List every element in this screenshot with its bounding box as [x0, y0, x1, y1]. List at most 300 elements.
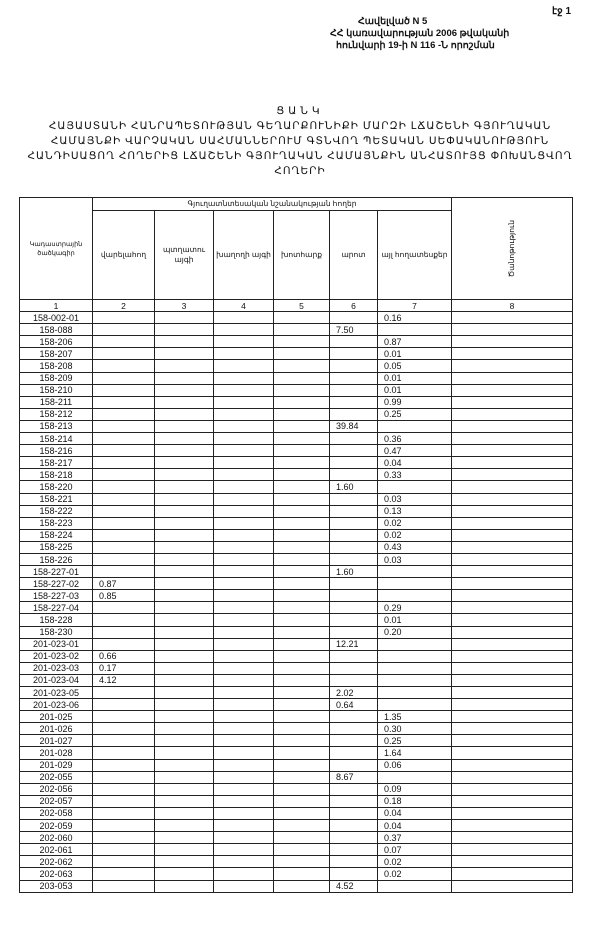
other-land-cell: 0.18	[378, 795, 452, 807]
table-row	[20, 771, 573, 783]
column-number: 8	[452, 300, 573, 312]
pasture-cell	[330, 674, 378, 686]
table-row	[20, 711, 573, 723]
header-other-land-text: այլ հողատեսքեր	[381, 250, 448, 259]
other-land-cell: 0.01	[378, 384, 452, 396]
table-body	[20, 312, 573, 893]
pasture-cell	[330, 783, 378, 795]
orchard-cell	[155, 433, 214, 445]
note-cell	[452, 469, 573, 481]
note-cell	[452, 360, 573, 372]
cadastral-code-cell: 202-060	[20, 832, 93, 844]
table-row	[20, 553, 573, 565]
arable-cell	[93, 844, 155, 856]
table-row	[20, 638, 573, 650]
orchard-cell	[155, 711, 214, 723]
pasture-cell	[330, 384, 378, 396]
table-row	[20, 396, 573, 408]
pasture-cell: 0.64	[330, 699, 378, 711]
orchard-cell	[155, 795, 214, 807]
orchard-cell	[155, 807, 214, 819]
vineyard-cell	[214, 602, 274, 614]
table-row	[20, 747, 573, 759]
other-land-cell: 0.02	[378, 868, 452, 880]
other-land-cell: 0.16	[378, 312, 452, 324]
other-land-cell: 0.30	[378, 723, 452, 735]
table-row	[20, 469, 573, 481]
arable-cell	[93, 747, 155, 759]
orchard-cell	[155, 747, 214, 759]
arable-cell	[93, 445, 155, 457]
table-row	[20, 844, 573, 856]
hayfield-cell	[274, 650, 330, 662]
arable-cell	[93, 505, 155, 517]
other-land-cell: 0.25	[378, 408, 452, 420]
pasture-cell	[330, 735, 378, 747]
vineyard-cell	[214, 723, 274, 735]
cadastral-code-cell: 201-028	[20, 747, 93, 759]
vineyard-cell	[214, 445, 274, 457]
pasture-cell	[330, 759, 378, 771]
hayfield-cell	[274, 783, 330, 795]
heading-line-2: ՀԱՄԱՅՆՔԻ ՎԱՐՉԱԿԱՆ ՍԱՀՄԱՆՆԵՐՈՒՄ ԳՏՆՎՈՂ ՊԵՏԱԿԱՆ ՍԵՓԱԿԱՆՈՒԹՅՈՒՆ	[50, 135, 550, 147]
note-cell	[452, 433, 573, 445]
note-cell	[452, 687, 573, 699]
hayfield-cell	[274, 844, 330, 856]
other-land-cell	[378, 699, 452, 711]
hayfield-cell	[274, 324, 330, 336]
note-cell	[452, 505, 573, 517]
other-land-cell	[378, 420, 452, 432]
arable-cell	[93, 372, 155, 384]
hayfield-cell	[274, 626, 330, 638]
hayfield-cell	[274, 348, 330, 360]
cadastral-code-cell: 158-221	[20, 493, 93, 505]
cadastral-code-cell: 158-218	[20, 469, 93, 481]
note-cell	[452, 578, 573, 590]
cadastral-code-cell: 158-227-02	[20, 578, 93, 590]
hayfield-cell	[274, 517, 330, 529]
note-cell	[452, 783, 573, 795]
orchard-cell	[155, 602, 214, 614]
table-row	[20, 807, 573, 819]
column-number: 1	[20, 300, 93, 312]
vineyard-cell	[214, 336, 274, 348]
orchard-cell	[155, 626, 214, 638]
other-land-cell: 0.02	[378, 529, 452, 541]
orchard-cell	[155, 590, 214, 602]
table-row	[20, 541, 573, 553]
pasture-cell: 39.84	[330, 420, 378, 432]
cadastral-code-cell: 158-224	[20, 529, 93, 541]
other-land-cell: 0.04	[378, 807, 452, 819]
hayfield-cell	[274, 408, 330, 420]
pasture-cell	[330, 348, 378, 360]
note-cell	[452, 880, 573, 892]
vineyard-cell	[214, 457, 274, 469]
cadastral-code-cell: 201-023-05	[20, 687, 93, 699]
hayfield-cell	[274, 566, 330, 578]
header-note-text: Ծանոթություն	[507, 219, 516, 278]
other-land-cell: 0.04	[378, 820, 452, 832]
pasture-cell	[330, 541, 378, 553]
cadastral-code-cell: 202-062	[20, 856, 93, 868]
cadastral-code-cell: 202-061	[20, 844, 93, 856]
vineyard-cell	[214, 844, 274, 856]
vineyard-cell	[214, 517, 274, 529]
hayfield-cell	[274, 541, 330, 553]
vineyard-cell	[214, 324, 274, 336]
other-land-cell: 0.01	[378, 348, 452, 360]
pasture-cell: 4.52	[330, 880, 378, 892]
cadastral-code-cell: 158-227-03	[20, 590, 93, 602]
hayfield-cell	[274, 662, 330, 674]
table-row	[20, 372, 573, 384]
vineyard-cell	[214, 687, 274, 699]
other-land-cell: 0.09	[378, 783, 452, 795]
vineyard-cell	[214, 638, 274, 650]
header-vineyard-text: խաղողի այգի	[216, 250, 271, 259]
other-land-cell: 0.25	[378, 735, 452, 747]
hayfield-cell	[274, 420, 330, 432]
cadastral-code-cell: 158-213	[20, 420, 93, 432]
cadastral-code-cell: 203-053	[20, 880, 93, 892]
hayfield-cell	[274, 795, 330, 807]
cadastral-code-cell: 202-056	[20, 783, 93, 795]
pasture-cell: 1.60	[330, 566, 378, 578]
table-row	[20, 360, 573, 372]
table-row	[20, 312, 573, 324]
pasture-cell	[330, 578, 378, 590]
note-cell	[452, 517, 573, 529]
other-land-cell: 0.47	[378, 445, 452, 457]
other-land-cell: 0.20	[378, 626, 452, 638]
arable-cell	[93, 517, 155, 529]
table-row	[20, 420, 573, 432]
arable-cell	[93, 807, 155, 819]
pasture-cell: 1.60	[330, 481, 378, 493]
cadastral-code-cell: 158-216	[20, 445, 93, 457]
cadastral-code-cell: 201-029	[20, 759, 93, 771]
arable-cell: 0.66	[93, 650, 155, 662]
pasture-cell	[330, 844, 378, 856]
cadastral-code-cell: 158-211	[20, 396, 93, 408]
pasture-cell	[330, 336, 378, 348]
note-cell	[452, 735, 573, 747]
orchard-cell	[155, 457, 214, 469]
column-number: 6	[330, 300, 378, 312]
note-cell	[452, 445, 573, 457]
other-land-cell	[378, 578, 452, 590]
note-cell	[452, 553, 573, 565]
vineyard-cell	[214, 505, 274, 517]
pasture-cell	[330, 614, 378, 626]
hayfield-cell	[274, 590, 330, 602]
vineyard-cell	[214, 674, 274, 686]
hayfield-cell	[274, 868, 330, 880]
heading-line-3: ՀԱՆԴԻՍԱՑՈՂ ՀՈՂԵՐԻՑ ԼՃԱՇԵՆԻ ԳՅՈՒՂԱԿԱՆ ՀԱՄԱՅՆՔԻՆ ԱՆՀԱՏՈՒՅՑ ՓՈԽԱՆՑՎՈՂ	[27, 150, 573, 162]
orchard-cell	[155, 420, 214, 432]
other-land-cell	[378, 566, 452, 578]
table-row	[20, 602, 573, 614]
cadastral-code-cell: 201-025	[20, 711, 93, 723]
orchard-cell	[155, 783, 214, 795]
note-cell	[452, 457, 573, 469]
orchard-cell	[155, 396, 214, 408]
hayfield-cell	[274, 445, 330, 457]
note-cell	[452, 771, 573, 783]
note-cell	[452, 747, 573, 759]
orchard-cell	[155, 844, 214, 856]
arable-cell	[93, 795, 155, 807]
hayfield-cell	[274, 553, 330, 565]
vineyard-cell	[214, 747, 274, 759]
vineyard-cell	[214, 553, 274, 565]
table-row	[20, 626, 573, 638]
note-cell	[452, 420, 573, 432]
hayfield-cell	[274, 602, 330, 614]
vineyard-cell	[214, 384, 274, 396]
table-row	[20, 445, 573, 457]
vineyard-cell	[214, 529, 274, 541]
hayfield-cell	[274, 807, 330, 819]
cadastral-code-cell: 158-002-01	[20, 312, 93, 324]
cadastral-code-cell: 158-210	[20, 384, 93, 396]
hayfield-cell	[274, 674, 330, 686]
note-cell	[452, 759, 573, 771]
vineyard-cell	[214, 868, 274, 880]
hayfield-cell	[274, 735, 330, 747]
pasture-cell	[330, 626, 378, 638]
arable-cell	[93, 566, 155, 578]
note-cell	[452, 662, 573, 674]
vineyard-cell	[214, 735, 274, 747]
note-cell	[452, 807, 573, 819]
arable-cell	[93, 529, 155, 541]
hayfield-cell	[274, 759, 330, 771]
other-land-cell: 0.29	[378, 602, 452, 614]
cadastral-code-cell: 158-217	[20, 457, 93, 469]
pasture-cell: 7.50	[330, 324, 378, 336]
cadastral-code-cell: 158-207	[20, 348, 93, 360]
orchard-cell	[155, 662, 214, 674]
header-orchard-text: պտղատու այգի	[163, 245, 205, 264]
arable-cell	[93, 759, 155, 771]
orchard-cell	[155, 687, 214, 699]
vineyard-cell	[214, 880, 274, 892]
table-row	[20, 566, 573, 578]
other-land-cell: 0.03	[378, 493, 452, 505]
cadastral-code-cell: 201-027	[20, 735, 93, 747]
note-cell	[452, 566, 573, 578]
hayfield-cell	[274, 433, 330, 445]
vineyard-cell	[214, 771, 274, 783]
note-cell	[452, 493, 573, 505]
arable-cell	[93, 699, 155, 711]
annex-line-3: հունվարի 19-ի N 116 -Ն որոշման	[336, 40, 495, 51]
table-row	[20, 493, 573, 505]
hayfield-cell	[274, 312, 330, 324]
cadastral-code-cell: 158-223	[20, 517, 93, 529]
hayfield-cell	[274, 820, 330, 832]
orchard-cell	[155, 868, 214, 880]
vineyard-cell	[214, 420, 274, 432]
orchard-cell	[155, 699, 214, 711]
other-land-cell: 0.07	[378, 844, 452, 856]
hayfield-cell	[274, 880, 330, 892]
table-row	[20, 614, 573, 626]
arable-cell	[93, 312, 155, 324]
hayfield-cell	[274, 360, 330, 372]
note-cell	[452, 614, 573, 626]
arable-cell	[93, 626, 155, 638]
table-row	[20, 868, 573, 880]
arable-cell	[93, 711, 155, 723]
arable-cell	[93, 723, 155, 735]
note-cell	[452, 336, 573, 348]
pasture-cell	[330, 723, 378, 735]
cadastral-code-cell: 158-212	[20, 408, 93, 420]
other-land-cell: 0.43	[378, 541, 452, 553]
vineyard-cell	[214, 396, 274, 408]
pasture-cell	[330, 553, 378, 565]
table-row	[20, 336, 573, 348]
pasture-cell	[330, 747, 378, 759]
pasture-cell	[330, 868, 378, 880]
note-cell	[452, 324, 573, 336]
arable-cell	[93, 348, 155, 360]
other-land-cell: 0.06	[378, 759, 452, 771]
vineyard-cell	[214, 566, 274, 578]
orchard-cell	[155, 372, 214, 384]
orchard-cell	[155, 832, 214, 844]
hayfield-cell	[274, 699, 330, 711]
arable-cell: 0.87	[93, 578, 155, 590]
orchard-cell	[155, 553, 214, 565]
cadastral-code-cell: 158-209	[20, 372, 93, 384]
other-land-cell	[378, 324, 452, 336]
header-pasture: արոտ	[330, 211, 378, 300]
vineyard-cell	[214, 578, 274, 590]
table-row	[20, 348, 573, 360]
pasture-cell	[330, 457, 378, 469]
arable-cell	[93, 384, 155, 396]
cadastral-code-cell: 158-228	[20, 614, 93, 626]
hayfield-cell	[274, 384, 330, 396]
other-land-cell	[378, 662, 452, 674]
pasture-cell	[330, 529, 378, 541]
vineyard-cell	[214, 699, 274, 711]
column-number: 2	[93, 300, 155, 312]
orchard-cell	[155, 348, 214, 360]
cadastral-code-cell: 158-227-01	[20, 566, 93, 578]
orchard-cell	[155, 408, 214, 420]
orchard-cell	[155, 529, 214, 541]
column-number: 4	[214, 300, 274, 312]
cadastral-code-cell: 158-222	[20, 505, 93, 517]
column-number-row	[20, 300, 573, 312]
arable-cell	[93, 324, 155, 336]
cadastral-code-cell: 158-225	[20, 541, 93, 553]
other-land-cell	[378, 674, 452, 686]
hayfield-cell	[274, 771, 330, 783]
arable-cell	[93, 602, 155, 614]
note-cell	[452, 312, 573, 324]
other-land-cell	[378, 481, 452, 493]
cadastral-code-cell: 158-230	[20, 626, 93, 638]
cadastral-code-cell: 158-227-04	[20, 602, 93, 614]
note-cell	[452, 529, 573, 541]
orchard-cell	[155, 505, 214, 517]
hayfield-cell	[274, 481, 330, 493]
orchard-cell	[155, 517, 214, 529]
note-cell	[452, 590, 573, 602]
note-cell	[452, 650, 573, 662]
header-note	[452, 198, 573, 300]
hayfield-cell	[274, 856, 330, 868]
note-cell	[452, 384, 573, 396]
vineyard-cell	[214, 662, 274, 674]
note-cell	[452, 832, 573, 844]
pasture-cell	[330, 795, 378, 807]
other-land-cell: 0.36	[378, 433, 452, 445]
pasture-cell	[330, 590, 378, 602]
arable-cell: 0.85	[93, 590, 155, 602]
table-row	[20, 517, 573, 529]
hayfield-cell	[274, 493, 330, 505]
other-land-cell: 0.37	[378, 832, 452, 844]
arable-cell	[93, 420, 155, 432]
other-land-cell	[378, 880, 452, 892]
pasture-cell	[330, 856, 378, 868]
cadastral-code-cell: 201-023-03	[20, 662, 93, 674]
pasture-cell	[330, 711, 378, 723]
pasture-cell: 8.67	[330, 771, 378, 783]
other-land-cell: 0.04	[378, 457, 452, 469]
table-row	[20, 433, 573, 445]
pasture-cell	[330, 602, 378, 614]
annex-line-2: ՀՀ կառավարության 2006 թվականի	[330, 28, 510, 39]
pasture-cell	[330, 372, 378, 384]
orchard-cell	[155, 614, 214, 626]
note-cell	[452, 844, 573, 856]
hayfield-cell	[274, 747, 330, 759]
note-cell	[452, 396, 573, 408]
table-row	[20, 662, 573, 674]
pasture-cell	[330, 807, 378, 819]
cadastral-code-cell: 202-055	[20, 771, 93, 783]
pasture-cell	[330, 445, 378, 457]
note-cell	[452, 795, 573, 807]
cadastral-code-cell: 158-214	[20, 433, 93, 445]
table-row	[20, 674, 573, 686]
note-cell	[452, 711, 573, 723]
cadastral-code-cell: 202-058	[20, 807, 93, 819]
cadastral-code-cell: 201-026	[20, 723, 93, 735]
orchard-cell	[155, 771, 214, 783]
arable-cell: 4.12	[93, 674, 155, 686]
arable-cell	[93, 783, 155, 795]
other-land-cell: 0.13	[378, 505, 452, 517]
orchard-cell	[155, 469, 214, 481]
table-row	[20, 457, 573, 469]
hayfield-cell	[274, 505, 330, 517]
table-row	[20, 650, 573, 662]
note-cell	[452, 699, 573, 711]
heading-line-4: ՀՈՂԵՐԻ	[274, 165, 326, 177]
table-row	[20, 505, 573, 517]
cadastral-code-cell: 158-226	[20, 553, 93, 565]
